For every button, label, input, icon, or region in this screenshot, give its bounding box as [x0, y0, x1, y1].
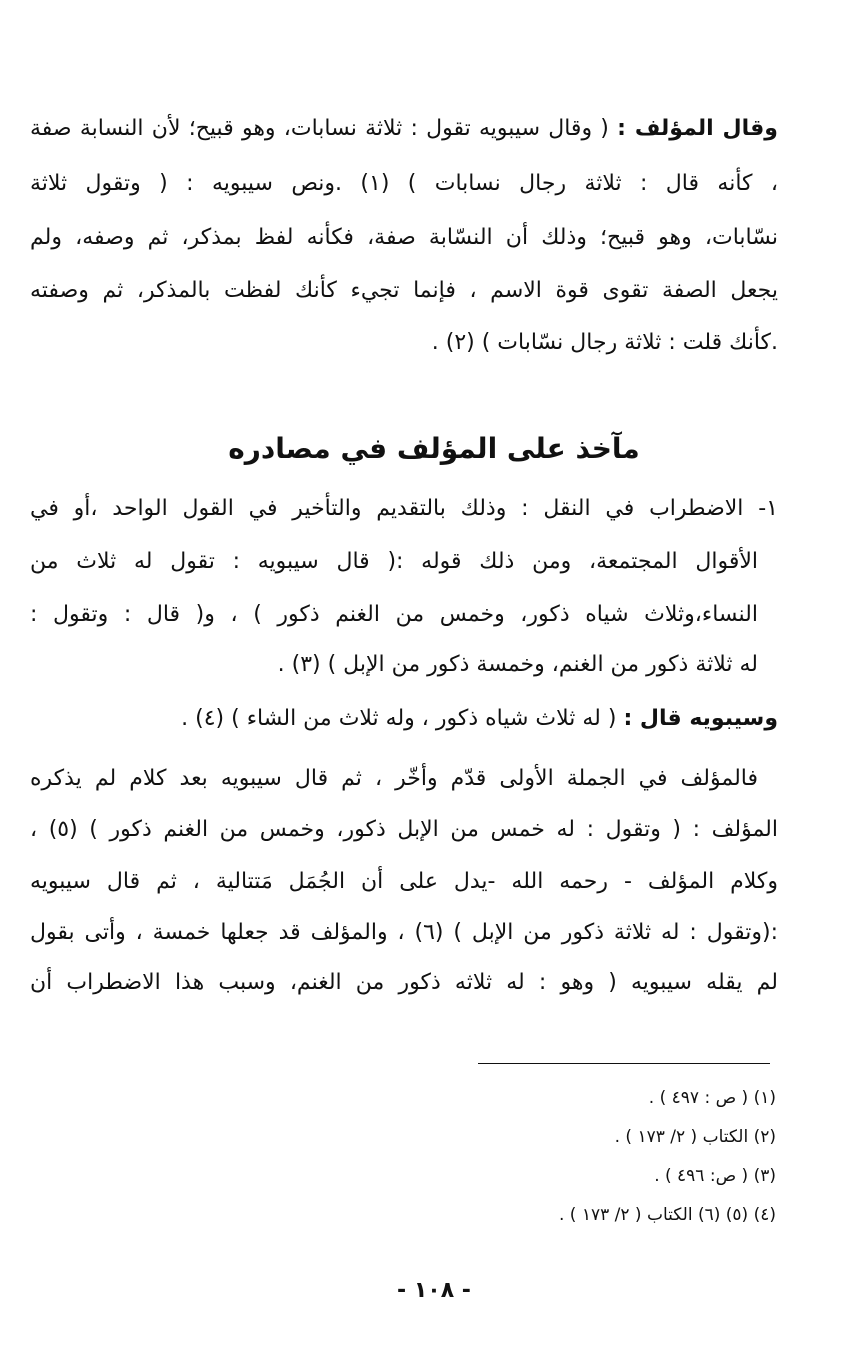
- para1-line1: [30, 116, 778, 142]
- para3-line2: المؤلف : ( وتقول : له خمس من الإبل ذكور، وخمس من الغنم ذكور ) (٥) ،: [30, 817, 778, 842]
- para3-line1: فالمؤلف في الجملة الأولى قدّم وأخّر ، ثم قال سيبويه بعد كلام لم يذكره: [30, 766, 758, 791]
- para1-line2: ، كأنه قال : ثلاثة رجال نسابات ) (١) .ونص سيبويه : ( وتقول ثلاثة: [30, 171, 778, 196]
- footnote-3: (٣) ( ص: ٤٩٦ ) .: [654, 1166, 776, 1186]
- para1-line1-text: ( وقال سيبويه تقول : ثلاثة نسابات، وهو قبيح؛ لأن النسابة صفة: [30, 116, 609, 141]
- item1-line2: الأقوال المجتمعة، ومن ذلك قوله :( قال سيبويه : تقول له ثلاث من: [30, 549, 758, 574]
- sibawayh-lead: وسيبويه قال :: [623, 706, 778, 731]
- page-number: - ١٠٨ -: [397, 1278, 471, 1303]
- para1-lead: وقال المؤلف :: [617, 116, 778, 141]
- footnote-divider: [478, 1063, 770, 1064]
- para3-line4: :(وتقول : له ثلاثة ذكور من الإبل ) (٦) ، والمؤلف قد جعلها خمسة ، وأتى بقول: [30, 920, 778, 945]
- para3-line3: وكلام المؤلف - رحمه الله -يدل على أن الجُمَل مَتتالية ، ثم قال سيبويه: [30, 869, 778, 894]
- footnote-4: (٤) (٥) (٦) الكتاب ( ٢/ ١٧٣ ) .: [558, 1205, 776, 1225]
- item1-line3: النساء،وثلاث شياه ذكور، وخمس من الغنم ذكور ) ، و( قال : وتقول :: [30, 602, 758, 627]
- footnote-2: (٢) الكتاب ( ٢/ ١٧٣ ) .: [614, 1127, 776, 1147]
- footnote-1: (١) ( ص : ٤٩٧ ) .: [648, 1088, 776, 1108]
- para1-line3: نسّابات، وهو قبيح؛ وذلك أن النسّابة صفة، فكأنه لفظ بمذكر، ثم وصفه، ولم: [30, 225, 778, 250]
- sibawayh-line: [30, 706, 778, 732]
- item1-line4: له ثلاثة ذكور من الغنم، وخمسة ذكور من الإبل ) (٣) .: [277, 652, 758, 677]
- para1-line5: .كأنك قلت : ثلاثة رجال نسّابات ) (٢) .: [431, 330, 778, 355]
- section-heading: مآخذ على المؤلف في مصادره: [228, 432, 640, 465]
- item1-line1: ١- الاضطراب في النقل : وذلك بالتقديم والتأخير في القول الواحد ،أو في: [30, 496, 778, 521]
- para3-line5: لم يقله سيبويه ( وهو : له ثلاثه ذكور من الغنم، وسبب هذا الاضطراب أن: [30, 970, 778, 995]
- sibawayh-text: ( له ثلاث شياه ذكور ، وله ثلاث من الشاء ) (٤) .: [181, 706, 617, 731]
- para1-line4: يجعل الصفة تقوى قوة الاسم ، فإنما تجيء كأنك لفظت بالمذكر، ثم وصفته: [30, 278, 778, 303]
